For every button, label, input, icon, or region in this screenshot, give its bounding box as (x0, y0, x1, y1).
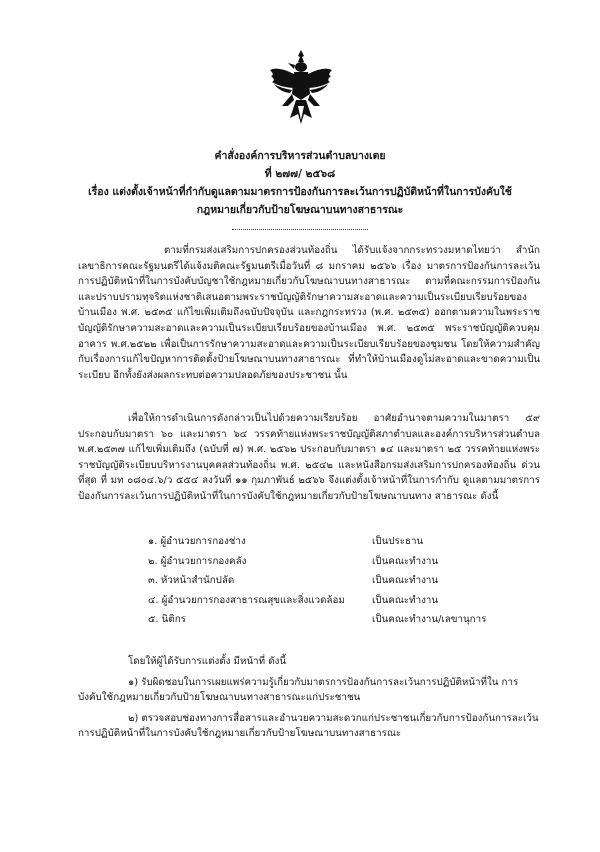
appointee-row (148, 612, 528, 632)
separator-dots (232, 229, 368, 230)
paragraph-authority (78, 411, 540, 505)
appointee-row (148, 534, 528, 554)
appointee-list (148, 534, 528, 632)
order-title: คำสั่งองค์การบริหารส่วนตำบลบางเตย (214, 150, 386, 162)
appointee-role: เป็นคณะทำงาน (372, 555, 439, 567)
appointee-name: ๓. หัวหน้าสำนักปลัด (148, 575, 235, 587)
duty-item-2: ๒) ตรวจสอบช่องทางการสื่อสารและอำนวยความสะดวกแก่ประชาชนเกี่ยวกับการป้องกันการละเว้นการปฏิบัติหน้าที่ในการบังคับใช้กฎหมายเกี่ยวกับป้ายโฆษณาบนทางสาธารณะ (78, 712, 539, 740)
garuda-emblem-icon (268, 48, 334, 128)
appointee-role: เป็นคณะทำงาน/เลขานุการ (372, 614, 487, 626)
appointee-name: ๕. นิติกร (148, 614, 186, 626)
appointee-role: เป็นคณะทำงาน (372, 594, 439, 606)
paragraph-2-text: เพื่อให้การดำเนินการดังกล่าวเป็นไปด้วยความเรียบร้อย อาศัยอำนาจตามความในมาตรา ๕๙ ประกอบกับมาตรา ๖๐ และมาตรา ๖๔ วรรคท้ายแห่งพระราชบัญญัติสภาตำบลและองค์การบริหารส่วนตำบล พ.ศ.๒๕๓๗ แก้ไขเพิ่มเติมถึง (ฉบับที่ ๗) พ.ศ. ๒๕๖๒ ประกอบกับมาตรา ๑๔ และมาตรา ๒๕ วรรคท้ายแห่งพระราชบัญญัติระเบียบบริหารงานบุคคลส่วนท้องถิ่น พ.ศ. ๒๕๔๒ และหนังสือกรมส่งเสริมการปกครองท้องถิ่น ด่วนที่สุด ที่ มท ๐๘๐๔.๖/ว ๕๕๔ ลงวันที่ ๑๑ กุมภาพันธ์ ๒๕๖๖ จึงแต่งตั้งเจ้าหน้าที่ในการกำกับ ดูแลตามมาตรการป้องกันการละเว้นการปฏิบัติหน้าที่ในการบังคับใช้กฎหมายเกี่ยวกับป้ายโฆษณาบนทาง สาธารณะ ดังนี้ (78, 413, 540, 502)
duties-intro: โดยให้ผู้ได้รับการแต่งตั้ง มีหน้าที่ ดังนี้ (128, 656, 287, 667)
subject-line-1: เรื่อง แต่งตั้งเจ้าหน้าที่กำกับดูแลตามมาตรการป้องกันการละเว้นการปฏิบัติหน้าที่ในการบังคับใช้ (88, 186, 512, 198)
appointee-row (148, 573, 528, 593)
paragraph-background (78, 243, 540, 383)
appointee-row (148, 593, 528, 613)
appointee-name: ๑. ผู้อำนวยการกองช่าง (148, 536, 246, 547)
appointee-row (148, 554, 528, 574)
duty-item-1: ๑) รับผิดชอบในการเผยแพร่ความรู้เกี่ยวกับมาตรการป้องกันการละเว้นการปฏิบัติหน้าที่ใน การบังคับใช้กฎหมายเกี่ยวกับป้ายโฆษณาบนทางสาธารณะแก่ประชาชน (78, 676, 519, 704)
duties-section (78, 654, 540, 742)
appointee-name: ๔. ผู้อำนวยการกองสาธารณสุขและสิ่งแวดล้อม (148, 594, 345, 606)
subject-line-2: กฎหมายเกี่ยวกับป้ายโฆษณาบนทางสาธารณะ (196, 204, 404, 216)
appointee-role: เป็นประธาน (372, 536, 424, 547)
appointee-name: ๒. ผู้อำนวยการกองคลัง (148, 555, 247, 567)
paragraph-1-text: ตามที่กรมส่งเสริมการปกครองส่วนท้องถิ่น ได้รับแจ้งจากกระทรวงมหาดไทยว่า สำนักเลขาธิการคณะรัฐมนตรีได้แจ้งมติคณะรัฐมนตรีเมื่อวันที่ ๘ มกราคม ๒๕๖๖ เรื่อง มาตรการป้องกันการละเว้นการปฏิบัติหน้าที่ในการบังคับบัญชาใช้กฎหมายเกี่ยวกับโฆษณาบนทางสาธารณะ ตามที่คณะกรรมการป้องกันและปราบปรามทุจริตแห่งชาติเสนอตามพระราชบัญญัติรักษาความสะอาดและความเป็นระเบียบเรียบร้อยของบ้านเมือง พ.ศ. ๒๕๓๕ แก้ไขเพิ่มเติมถึงฉบับปัจจุบัน และกฎกระทรวง (พ.ศ. ๒๕๓๕) ออกตามความในพระราชบัญญัติรักษาความสะอาดและความเป็นระเบียบเรียบร้อยของบ้านเมือง พ.ศ. ๒๕๓๕ พระราชบัญญัติควบคุมอาคาร พ.ศ.๒๕๒๒ เพื่อเป็นการรักษาความสะอาดและความเป็นระเบียบเรียบร้อยของชุมชน โดยให้ความสำคัญกับเรื่องการแก้ไขปัญหาการติดตั้งป้ายโฆษณาบนทางสาธารณะ ที่ทำให้บ้านเมืองดูไม่สะอาดและขาดความเป็นระเบียบ อีกทั้งยังส่งผลกระทบต่อความปลอดภัยของประชาชน นั้น (78, 245, 540, 381)
order-number: ที่ ๒๗๗/ ๒๕๖๘ (264, 168, 336, 180)
appointee-role: เป็นคณะทำงาน (372, 575, 439, 587)
